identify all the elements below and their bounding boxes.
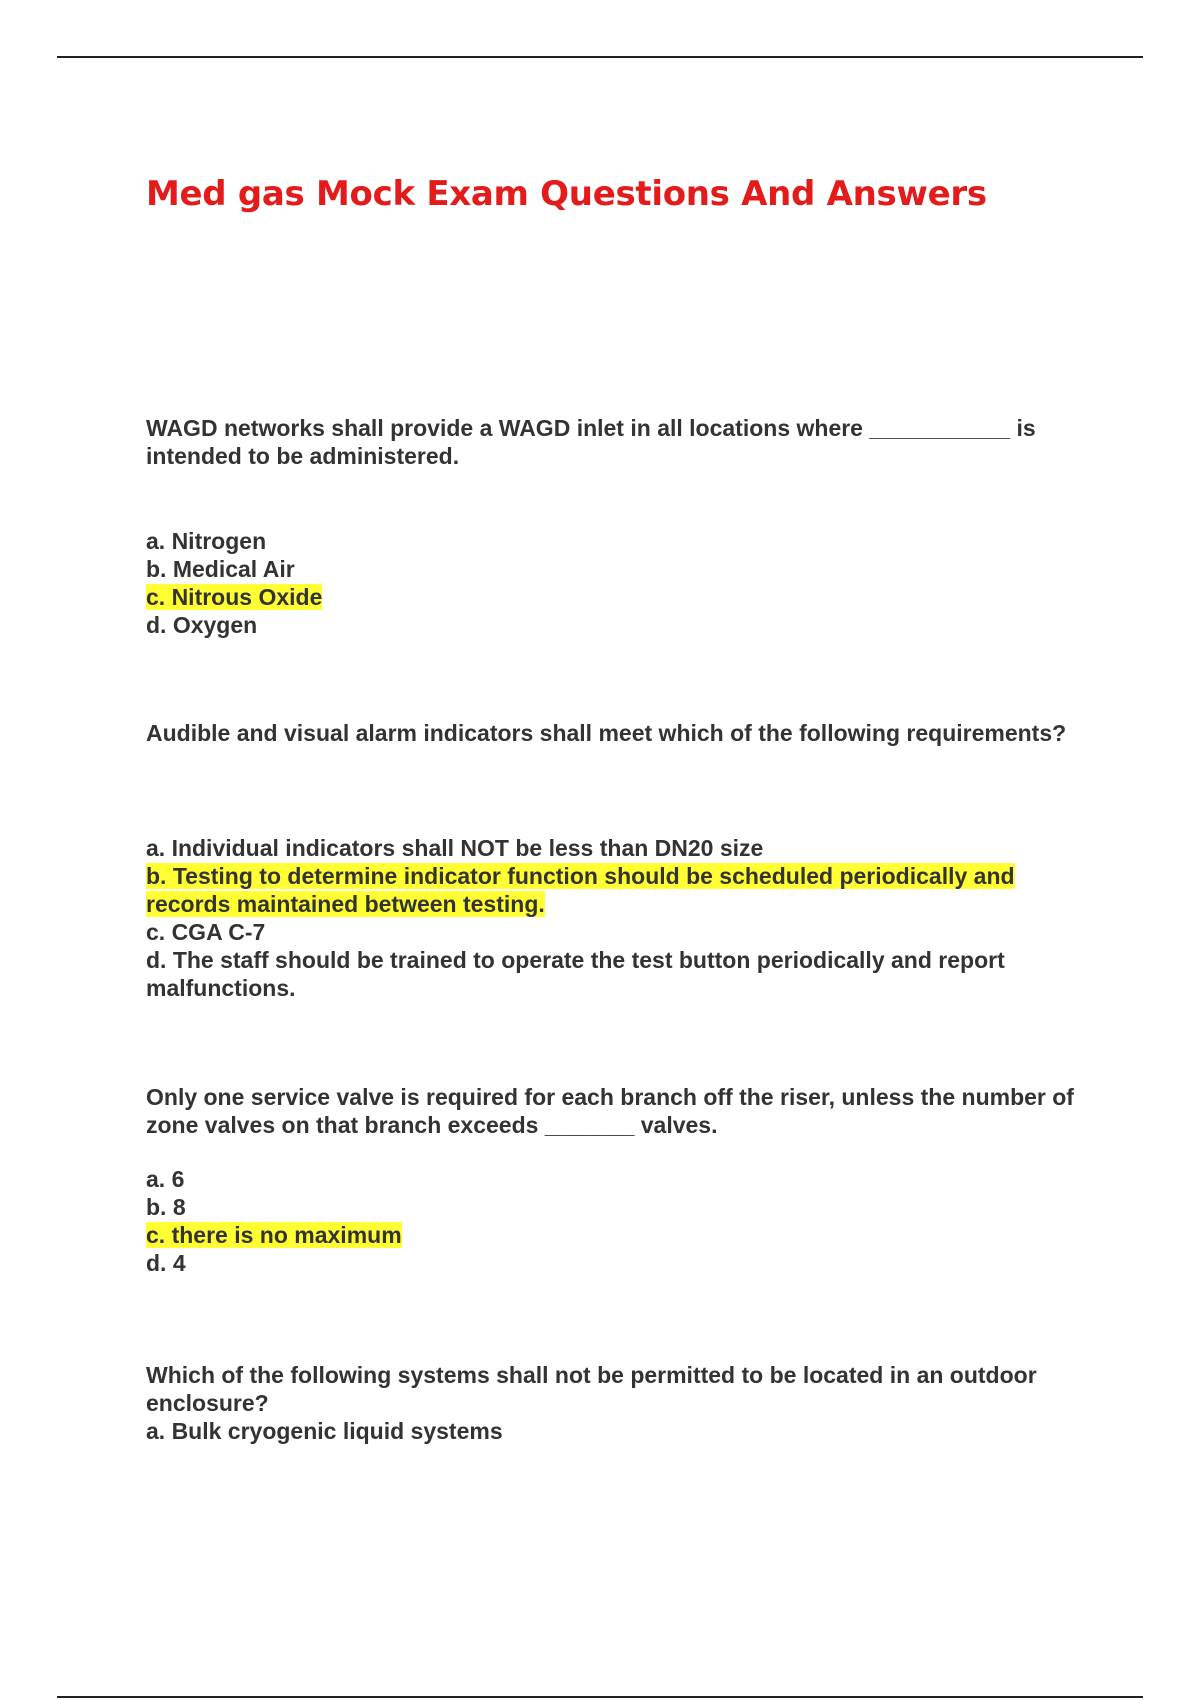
- question-3-prompt: Only one service valve is required for each branch off the riser, unless the number of zone valves on that branch exceeds _______ valves.: [146, 1084, 1074, 1138]
- question-4: [146, 1361, 1086, 1445]
- question-2-option-d: d. The staff should be trained to operate the test button periodically and report malfunctions.: [146, 947, 1005, 1001]
- question-1-option-a: a. Nitrogen: [146, 528, 267, 554]
- question-2: [146, 719, 1086, 747]
- question-1-prompt: WAGD networks shall provide a WAGD inlet in all locations where ___________ is intended to be administered.: [146, 415, 1036, 469]
- question-2-option-a: a. Individual indicators shall NOT be less than DN20 size: [146, 835, 764, 861]
- question-1-option-c-answer: c. Nitrous Oxide: [146, 584, 323, 610]
- question-3-option-c-answer: c. there is no maximum: [146, 1222, 402, 1248]
- question-1-option-b: b. Medical Air: [146, 556, 295, 582]
- question-1: [146, 414, 1086, 470]
- question-2-option-b-answer: b. Testing to determine indicator function should be scheduled periodically and records maintained between testing.: [146, 863, 1015, 917]
- question-1-option-d: d. Oxygen: [146, 612, 258, 638]
- question-4-option-a: a. Bulk cryogenic liquid systems: [146, 1418, 503, 1444]
- top-rule: [57, 56, 1143, 58]
- bottom-rule: [57, 1696, 1143, 1698]
- question-3-option-d: d. 4: [146, 1250, 186, 1276]
- question-2-prompt: Audible and visual alarm indicators shall meet which of the following requirements?: [146, 720, 1067, 746]
- question-3-option-b: b. 8: [146, 1194, 186, 1220]
- question-3-option-a: a. 6: [146, 1166, 185, 1192]
- question-2-options: [146, 834, 1086, 1002]
- question-3-options: [146, 1165, 1086, 1277]
- document-title: Med gas Mock Exam Questions And Answers: [146, 174, 987, 214]
- question-1-options: [146, 527, 1086, 639]
- question-3: [146, 1083, 1086, 1139]
- question-2-option-c: c. CGA C-7: [146, 919, 266, 945]
- question-4-prompt: Which of the following systems shall not be permitted to be located in an outdoor enclosure?: [146, 1362, 1037, 1416]
